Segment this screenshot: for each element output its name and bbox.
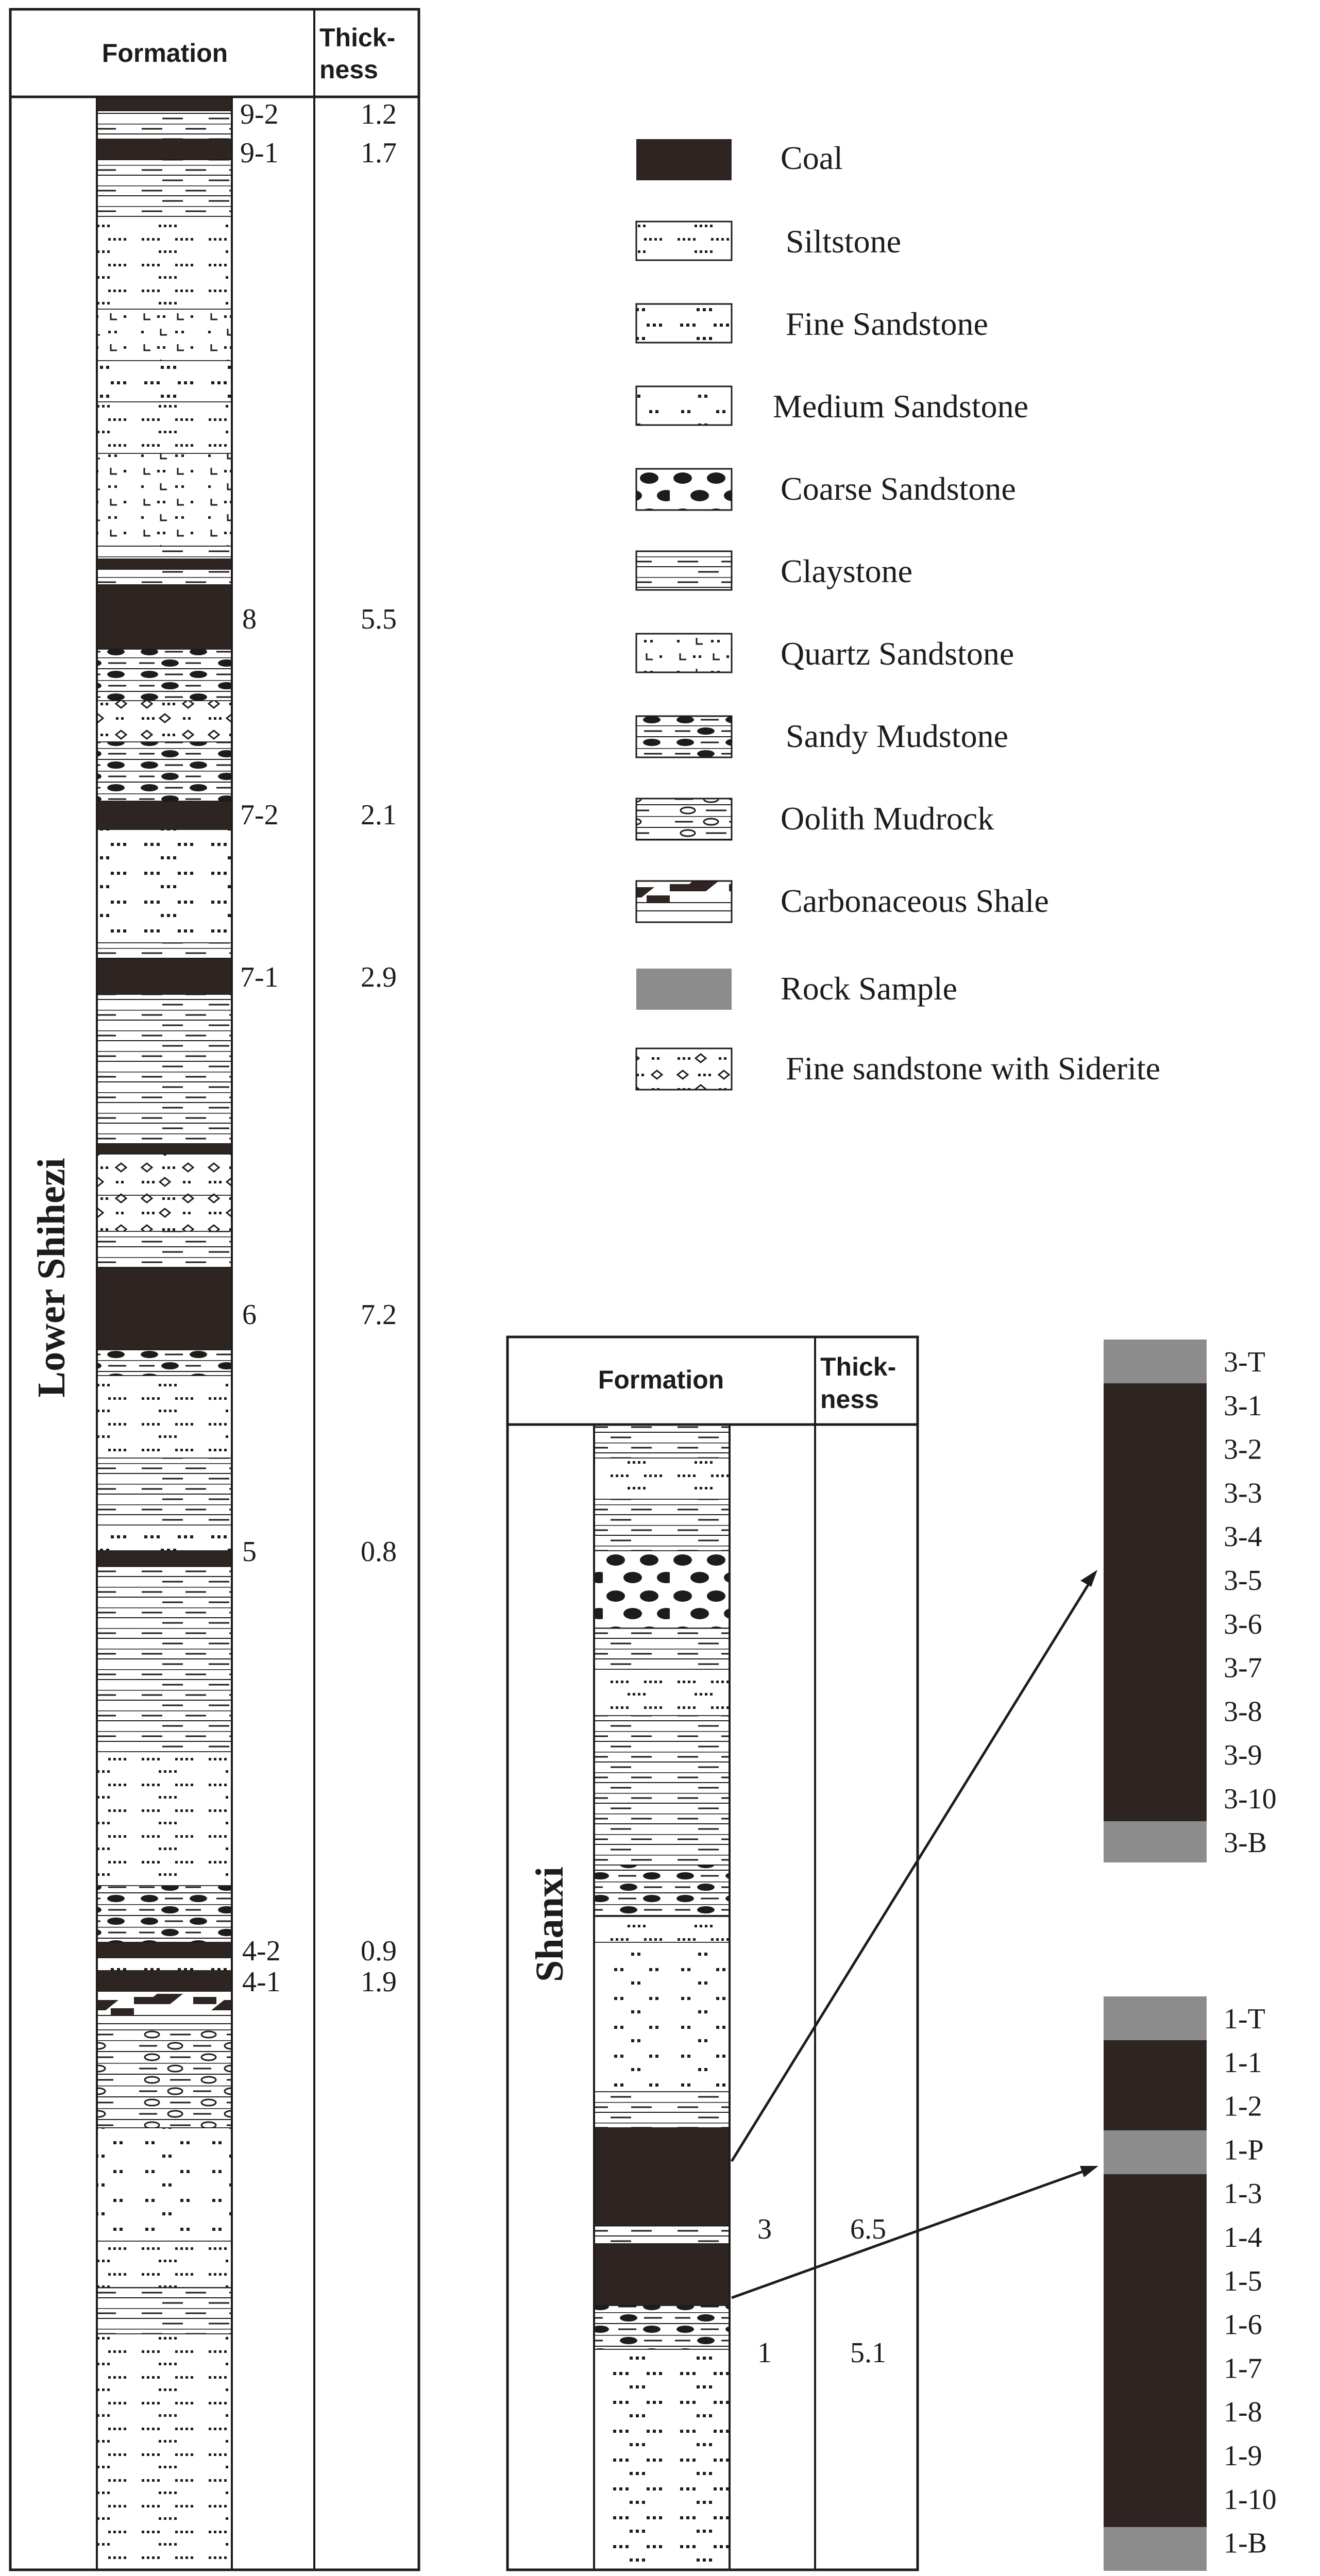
thickness-9-2: 1.2 bbox=[361, 98, 397, 130]
thickness-8: 5.5 bbox=[361, 603, 397, 635]
thickness-9-1: 1.7 bbox=[361, 137, 397, 169]
sample-label: 1-1 bbox=[1224, 2046, 1262, 2079]
layer-sandymud bbox=[594, 2306, 730, 2349]
quartz-sandstone-pattern bbox=[636, 634, 732, 672]
layer-sandymud bbox=[594, 1865, 730, 1917]
left-seam-labels bbox=[240, 98, 397, 1998]
arrows bbox=[732, 1570, 1098, 2298]
layer-clay bbox=[97, 160, 232, 216]
layer-silt bbox=[594, 1669, 730, 1716]
legend-item-siderite-sandstone bbox=[636, 1048, 1160, 1090]
sample-label: 1-P bbox=[1224, 2134, 1264, 2166]
layer-sandymud bbox=[97, 742, 232, 801]
legend-item-coarse-sandstone bbox=[636, 469, 1016, 510]
layer-coal bbox=[594, 2244, 730, 2306]
layer-coal bbox=[97, 958, 232, 994]
legend-item-carbonaceous-shale bbox=[636, 881, 1049, 922]
left-formation-name: Lower Shihezi bbox=[30, 1158, 73, 1398]
seam-label-6: 6 bbox=[242, 1299, 257, 1331]
layer-fine bbox=[97, 1958, 232, 1971]
layer-fine bbox=[97, 1525, 232, 1551]
legend-item-fine-sandstone bbox=[636, 304, 988, 343]
layer-coal bbox=[97, 1551, 232, 1566]
layer-sandymud bbox=[97, 649, 232, 701]
layer-coal bbox=[97, 139, 232, 160]
sample-label: 1-B bbox=[1224, 2527, 1267, 2560]
layer-silt bbox=[97, 402, 232, 453]
layer-siderite bbox=[97, 1195, 232, 1231]
layer-clay bbox=[97, 546, 232, 559]
right-header-thickness-1: Thick- bbox=[820, 1352, 896, 1381]
coal-swatch bbox=[636, 139, 732, 180]
layer-coal bbox=[97, 97, 232, 111]
layer-coal bbox=[97, 1144, 232, 1154]
sample-label: 1-5 bbox=[1224, 2265, 1262, 2297]
sample-label: 1-4 bbox=[1224, 2222, 1262, 2253]
legend-label: Siltstone bbox=[786, 223, 902, 260]
rock-sample-swatch bbox=[636, 969, 732, 1010]
layer-sandymud bbox=[97, 1886, 232, 1942]
sample-label: 1-3 bbox=[1224, 2178, 1262, 2210]
layer-quartz bbox=[97, 453, 232, 546]
sample-label: 1-6 bbox=[1224, 2309, 1262, 2341]
arrow-seam-3 bbox=[732, 1577, 1093, 2161]
seam-label-8: 8 bbox=[242, 603, 257, 635]
layer-carb bbox=[97, 1991, 232, 2030]
layer-sandymud bbox=[97, 1350, 232, 1376]
thickness-4-2: 0.9 bbox=[361, 1935, 397, 1967]
right-lithology-column bbox=[594, 1425, 730, 2570]
right-header-thickness-2: ness bbox=[820, 1385, 879, 1414]
layer-coal bbox=[97, 1942, 232, 1958]
sample-label: 3-1 bbox=[1224, 1389, 1262, 1422]
layer-silt bbox=[97, 2334, 232, 2570]
seam-label-7-1: 7-1 bbox=[240, 961, 279, 993]
seam-label-5: 5 bbox=[242, 1536, 257, 1568]
sample-label: 1-8 bbox=[1224, 2396, 1262, 2429]
legend-label: Oolith Mudrock bbox=[781, 800, 994, 837]
siderite-sandstone-pattern bbox=[636, 1048, 732, 1090]
layer-clay bbox=[97, 1231, 232, 1267]
seam-label-7-2: 7-2 bbox=[240, 799, 279, 831]
layer-fine bbox=[97, 361, 232, 402]
legend-label: Coal bbox=[781, 140, 843, 176]
layer-clay bbox=[97, 1566, 232, 1752]
layer-clay bbox=[594, 2092, 730, 2128]
legend-label: Fine Sandstone bbox=[786, 306, 988, 342]
seam-label-9-1: 9-1 bbox=[240, 137, 279, 169]
layer-clay bbox=[594, 1716, 730, 1865]
left-header-thickness-1: Thick- bbox=[319, 23, 396, 52]
layer-coal bbox=[97, 559, 232, 569]
legend-label: Rock Sample bbox=[781, 970, 958, 1007]
sample-label: 3-10 bbox=[1224, 1783, 1277, 1815]
arrowhead-icon bbox=[1080, 1570, 1097, 1587]
layer-silt bbox=[594, 1458, 730, 1499]
layer-clay bbox=[97, 111, 232, 139]
seam-label-4-2: 4-2 bbox=[242, 1935, 281, 1967]
layer-coal bbox=[97, 1971, 232, 1991]
sample-label: 3-B bbox=[1224, 1826, 1267, 1859]
sample-label: 1-9 bbox=[1224, 2440, 1262, 2472]
legend-item-claystone bbox=[636, 551, 912, 590]
layer-silt bbox=[594, 1917, 730, 1942]
layer-quartz bbox=[97, 309, 232, 361]
sample-label: 3-4 bbox=[1224, 1521, 1262, 1553]
layer-medium bbox=[97, 2128, 232, 2241]
legend-label: Claystone bbox=[781, 553, 912, 589]
coal-seam-3-detail bbox=[1104, 1383, 1207, 1821]
claystone-pattern bbox=[636, 551, 732, 590]
coal-seam-1-lower bbox=[1104, 2174, 1207, 2527]
medium-sandstone-pattern bbox=[636, 386, 732, 425]
sample-label: 3-9 bbox=[1224, 1739, 1262, 1772]
sample-column-1 bbox=[1104, 1996, 1277, 2571]
left-lithology-column bbox=[97, 97, 232, 2570]
left-column bbox=[10, 9, 419, 2570]
left-header-thickness-2: ness bbox=[319, 55, 378, 84]
sample-label: 3-3 bbox=[1224, 1477, 1262, 1510]
legend-label: Fine sandstone with Siderite bbox=[786, 1050, 1161, 1087]
legend-label: Sandy Mudstone bbox=[786, 718, 1008, 754]
sample-label: 1-10 bbox=[1224, 2483, 1277, 2516]
right-header-formation: Formation bbox=[598, 1365, 724, 1394]
thickness-5: 0.8 bbox=[361, 1536, 397, 1568]
sandy-mudstone-pattern bbox=[636, 716, 732, 757]
sample-label: 1-7 bbox=[1224, 2352, 1262, 2385]
layer-coal bbox=[594, 2128, 730, 2226]
arrow-seam-1 bbox=[732, 2169, 1090, 2298]
layer-siderite bbox=[97, 701, 232, 742]
legend-label: Carbonaceous Shale bbox=[781, 883, 1049, 919]
layer-silt bbox=[97, 2241, 232, 2287]
seam-label-3: 3 bbox=[757, 2213, 772, 2245]
legend-item-rock-sample bbox=[636, 969, 957, 1010]
layer-coal bbox=[97, 585, 232, 649]
legend-label: Medium Sandstone bbox=[773, 388, 1028, 425]
layer-silt bbox=[97, 1376, 232, 1458]
fine-sandstone-pattern bbox=[636, 304, 732, 343]
sample-label: 1-T bbox=[1224, 2003, 1265, 2035]
thickness-1: 5.1 bbox=[850, 2337, 886, 2369]
layer-coal bbox=[97, 1267, 232, 1350]
thickness-7-2: 2.1 bbox=[361, 799, 397, 831]
legend-item-quartz-sandstone bbox=[636, 634, 1014, 672]
oolith-mudrock-pattern bbox=[636, 799, 732, 840]
legend-label: Coarse Sandstone bbox=[781, 470, 1016, 507]
legend-item-sandy-mudstone bbox=[636, 716, 1008, 757]
layer-clay bbox=[594, 1499, 730, 1551]
layer-clay bbox=[97, 994, 232, 1144]
sample-top-1 bbox=[1104, 1996, 1207, 2040]
sample-labels-1 bbox=[1224, 2003, 1277, 2560]
layer-silt bbox=[97, 1752, 232, 1886]
coal-seam-1-upper bbox=[1104, 2040, 1207, 2130]
layer-medium bbox=[594, 1942, 730, 2092]
sample-label: 3-2 bbox=[1224, 1433, 1262, 1466]
left-header-formation: Formation bbox=[101, 39, 228, 67]
thickness-4-1: 1.9 bbox=[361, 1966, 397, 1998]
layer-clay bbox=[594, 1425, 730, 1458]
legend-item-siltstone bbox=[636, 222, 901, 260]
sample-label: 3-6 bbox=[1224, 1608, 1262, 1640]
layer-silt bbox=[97, 216, 232, 309]
seam-label-1: 1 bbox=[757, 2337, 772, 2369]
thickness-6: 7.2 bbox=[361, 1299, 397, 1331]
layer-clay bbox=[97, 943, 232, 958]
layer-siderite bbox=[97, 1154, 232, 1195]
sample-bottom-1 bbox=[1104, 2527, 1207, 2571]
sample-column-3 bbox=[1104, 1340, 1277, 1862]
sample-label: 3-5 bbox=[1224, 1565, 1262, 1597]
thickness-3: 6.5 bbox=[850, 2213, 886, 2245]
legend-item-oolith-mudrock bbox=[636, 799, 994, 840]
legend-item-coal bbox=[636, 139, 843, 180]
sample-label: 1-2 bbox=[1224, 2090, 1262, 2123]
seam-label-4-1: 4-1 bbox=[242, 1966, 281, 1998]
legend-label: Quartz Sandstone bbox=[781, 635, 1014, 672]
sample-label: 3-7 bbox=[1224, 1652, 1262, 1684]
right-formation-name: Shanxi bbox=[528, 1867, 571, 1982]
seam-label-9-2: 9-2 bbox=[240, 98, 279, 130]
layer-clay bbox=[594, 2226, 730, 2244]
layer-fine bbox=[594, 2349, 730, 2570]
layer-clay bbox=[97, 569, 232, 585]
layer-fine bbox=[97, 829, 232, 943]
layer-clay bbox=[97, 1458, 232, 1525]
thickness-7-1: 2.9 bbox=[361, 961, 397, 993]
carbonaceous-shale-pattern bbox=[636, 881, 732, 922]
sample-parting-1 bbox=[1104, 2130, 1207, 2174]
layer-oolith bbox=[97, 2030, 232, 2128]
layer-coal bbox=[97, 801, 232, 829]
coarse-sandstone-pattern bbox=[636, 469, 732, 510]
arrowhead-icon bbox=[1080, 2166, 1098, 2177]
legend-item-medium-sandstone bbox=[636, 386, 1028, 425]
layer-clay bbox=[97, 2287, 232, 2334]
sample-label: 3-8 bbox=[1224, 1696, 1262, 1728]
siltstone-pattern bbox=[636, 222, 732, 260]
legend bbox=[636, 139, 1160, 1090]
sample-labels-3 bbox=[1224, 1346, 1277, 1859]
sample-bottom-3 bbox=[1104, 1821, 1207, 1862]
layer-clay bbox=[594, 1628, 730, 1669]
sample-label: 3-T bbox=[1224, 1346, 1265, 1378]
sample-top-3 bbox=[1104, 1340, 1207, 1383]
layer-coarse bbox=[594, 1551, 730, 1628]
right-column bbox=[507, 1337, 918, 2570]
